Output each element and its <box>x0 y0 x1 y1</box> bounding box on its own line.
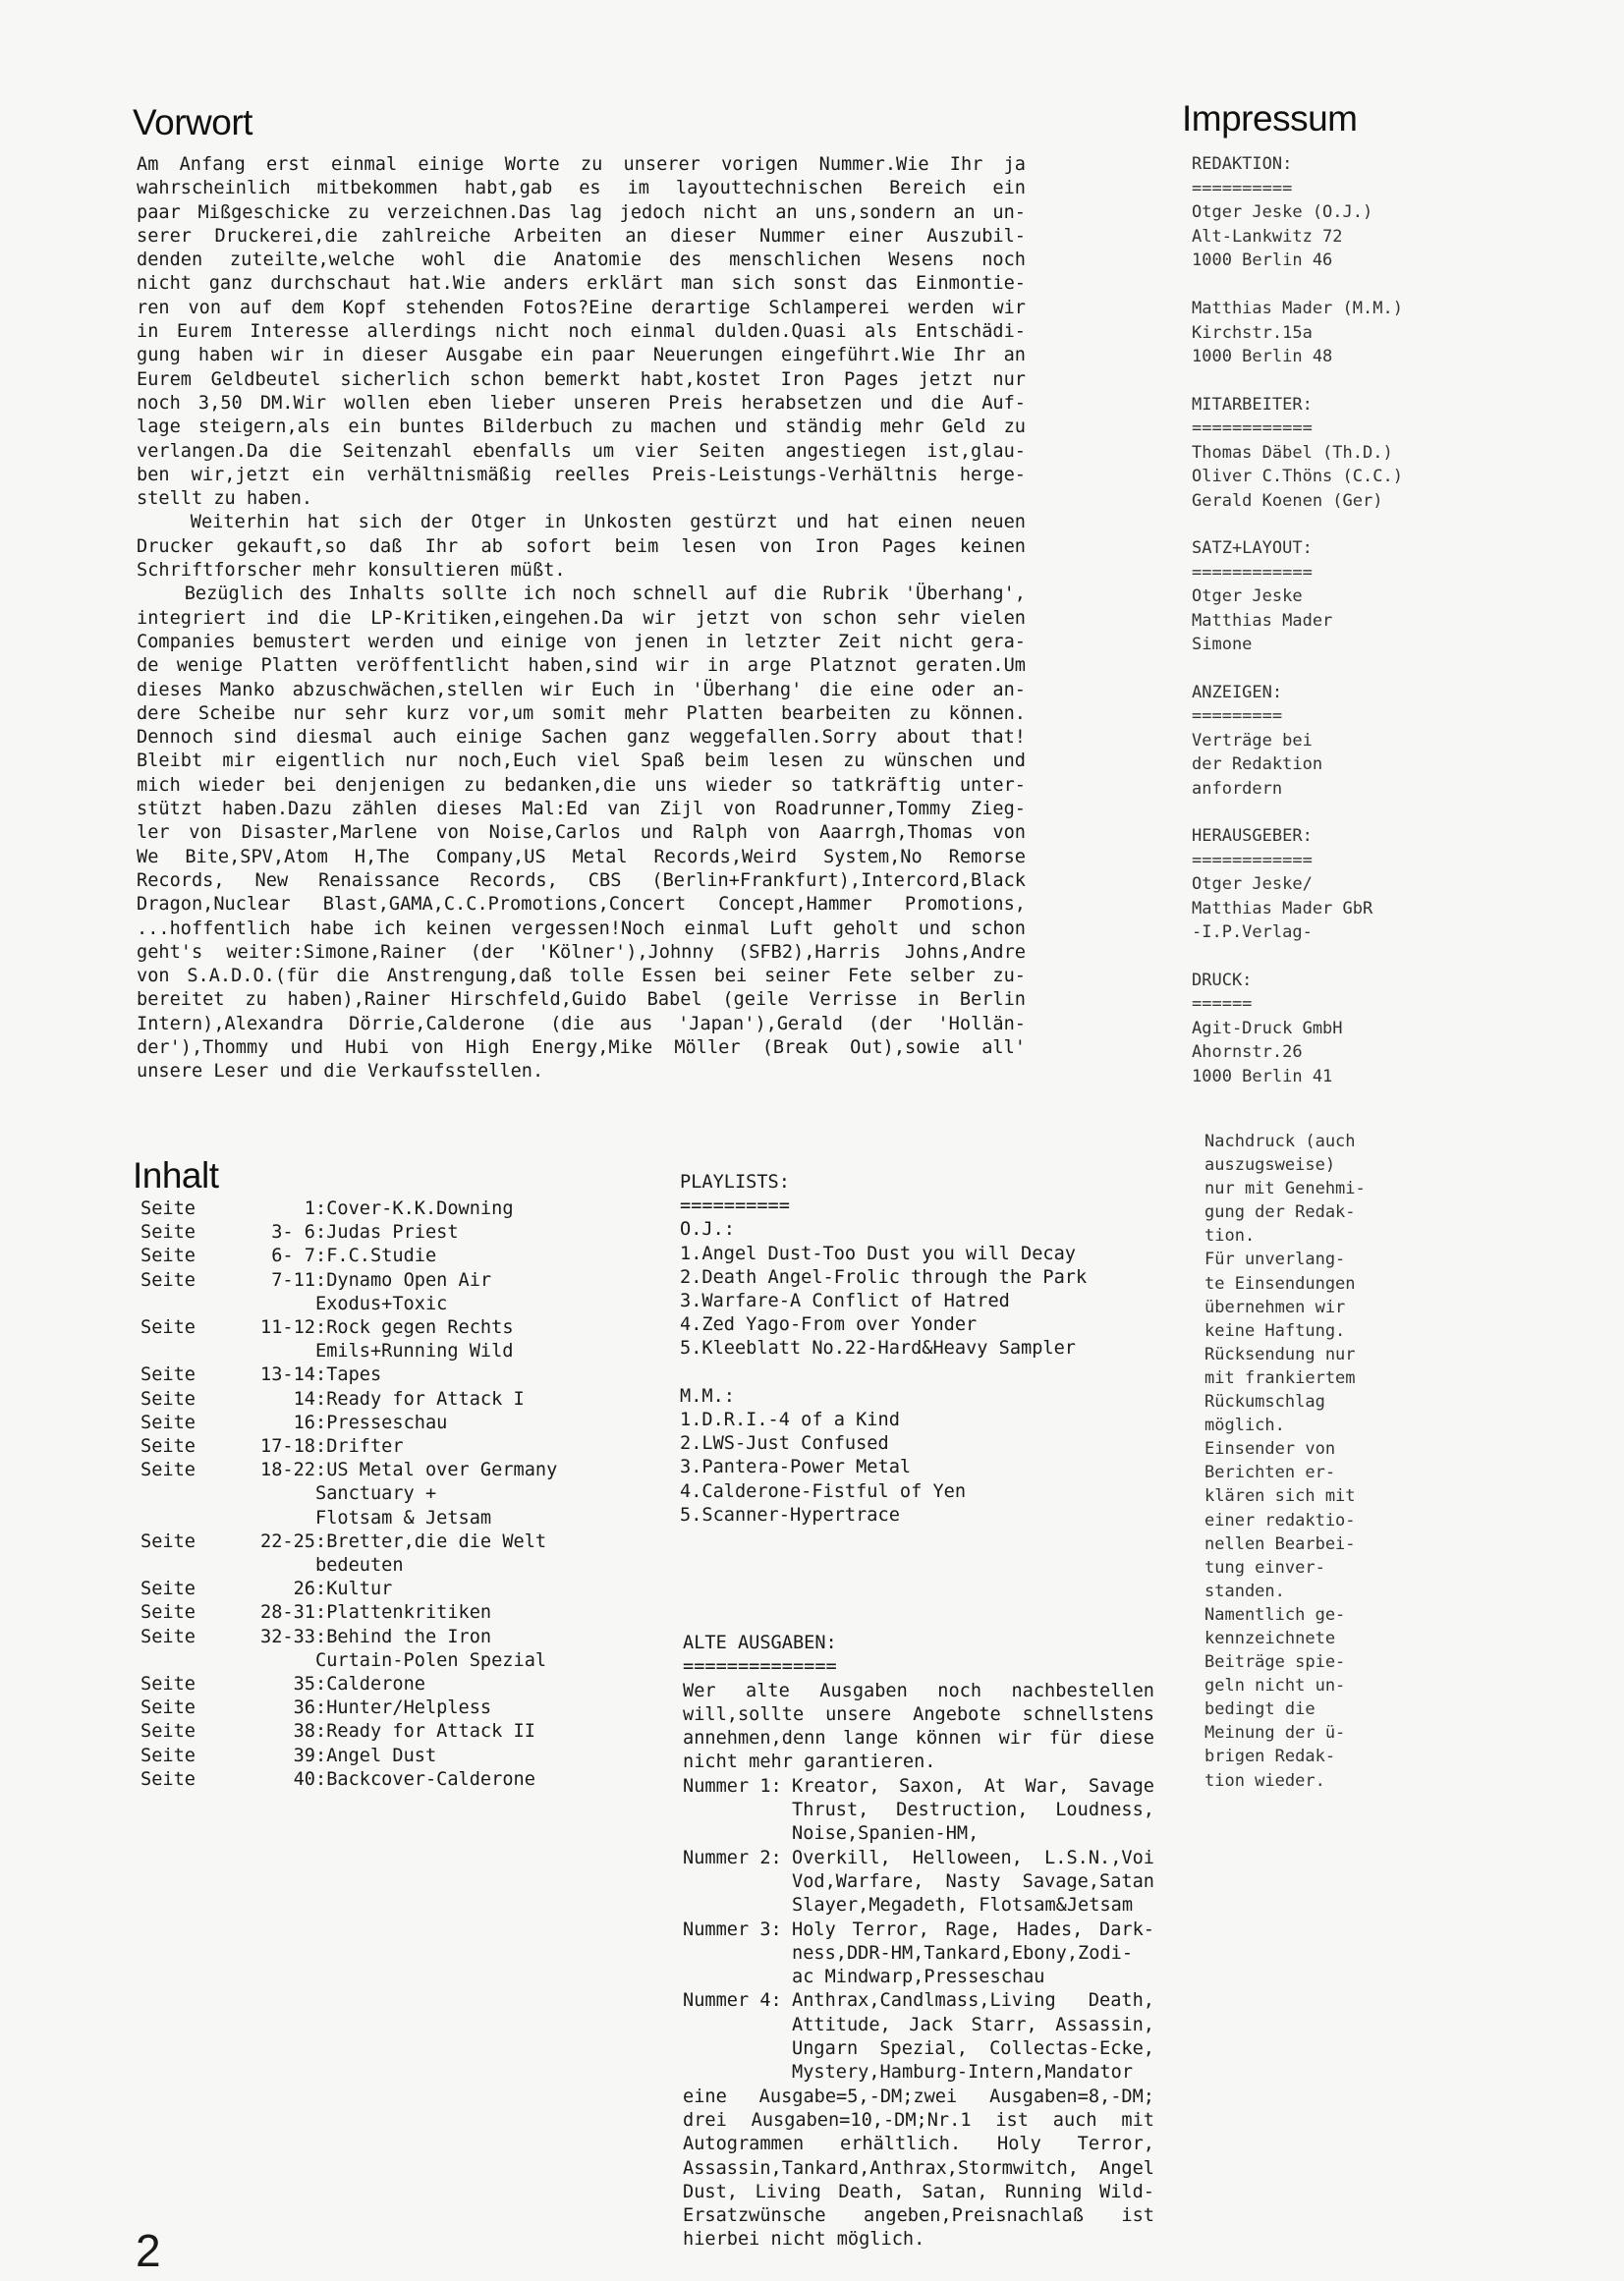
vorwort-line: unsere Leser und die Verkaufsstellen. <box>137 1061 544 1083</box>
vorwort-line: Dennoch sind diesmal auch einige Sachen ganz weggefallen.Sorry about that! <box>137 727 1026 749</box>
nachdruck-line: Namentlich ge- <box>1204 1604 1346 1625</box>
playlist-item: 2.LWS-Just Confused <box>680 1433 889 1455</box>
impressum-line: der Redaktion <box>1192 754 1323 774</box>
inhalt-title: Backcover-Calderone <box>326 1768 535 1790</box>
alte-issue-number: Nummer 4: <box>683 1990 782 2012</box>
alte-issue-number: Nummer 2: <box>683 1847 782 1868</box>
inhalt-entry <box>140 1697 557 1720</box>
impressum-line: anfordern <box>1192 778 1283 799</box>
vorwort-line: wahrscheinlich mitbekommen habt,gab es im layouttechnischen Bereich ein <box>137 178 1026 199</box>
inhalt-page-range: 13-14 <box>260 1364 315 1386</box>
impressum-rule: ====== <box>1192 994 1253 1014</box>
vorwort-line: de wenige Platten veröffentlicht haben,sind wir in arge Platznot geraten.Um <box>137 655 1026 677</box>
vorwort-line: nicht ganz durchschaut hat.Wie anders erklärt man sich sonst das Einmontie- <box>137 273 1026 295</box>
nachdruck-line: gung der Redak- <box>1204 1202 1356 1223</box>
vorwort-line: verlangen.Da die Seitenzahl ebenfalls um vier Seiten angestiegen ist,glau- <box>137 440 1026 462</box>
impressum-line <box>1192 273 1486 298</box>
nachdruck-line: nur mit Genehmi- <box>1204 1179 1366 1199</box>
vorwort-line: gung haben wir in dieser Ausgabe ein paar Neuerungen eingeführt.Wie Ihr an <box>137 345 1026 366</box>
vorwort-line: lage steigern,als ein buntes Bilderbuch zu machen und ständig mehr Geld zu <box>137 417 1026 438</box>
inhalt-entry <box>140 1245 557 1268</box>
nachdruck-line: übernehmen wir <box>1204 1297 1346 1317</box>
inhalt-page-range: 11-12 <box>260 1317 315 1339</box>
vorwort-line: Intern),Alexandra Dörrie,Calderone (die aus 'Japan'),Gerald (der 'Hollän- <box>137 1013 1026 1034</box>
inhalt-page-range: 26 <box>293 1579 315 1600</box>
vorwort-line: integriert ind die LP-Kritiken,eingehen.Da wir jetzt von schon sehr vielen <box>137 607 1026 629</box>
inhalt-title: Cover-K.K.Downing <box>326 1198 514 1219</box>
vorwort-line: ...hoffentlich habe ich keinen vergessen!Noch einmal Luft geholt und schon <box>137 918 1026 939</box>
inhalt-title: Tapes <box>326 1364 382 1386</box>
inhalt-seite: Seite <box>140 1626 196 1647</box>
playlist-item: 3.Pantera-Power Metal <box>680 1457 912 1478</box>
impressum-line: Gerald Koenen (Ger) <box>1192 490 1383 511</box>
inhalt-colon: : <box>315 1269 327 1291</box>
inhalt-entry <box>140 1388 557 1412</box>
inhalt-title: Kultur <box>326 1579 393 1600</box>
inhalt-title: Hunter/Helpless <box>326 1697 492 1719</box>
nachdruck-line: tion wieder. <box>1204 1770 1325 1791</box>
inhalt-colon: : <box>315 1721 327 1743</box>
impressum-spacer <box>1192 657 1486 681</box>
vorwort-line: Weiterhin hat sich der Otger in Unkosten gestürzt und hat einen neuen <box>137 512 1026 533</box>
vorwort-line: noch 3,50 DM.Wir wollen eben lieber unseren Preis herabsetzen und die Auf- <box>137 392 1026 414</box>
impressum-line: Agit-Druck GmbH <box>1192 1018 1343 1038</box>
impressum-line: Oliver C.Thöns (C.C.) <box>1192 467 1403 486</box>
inhalt-page-range: 28-31 <box>260 1602 315 1624</box>
impressum-line: Kirchstr.15a <box>1192 322 1313 343</box>
inhalt-colon: : <box>315 1436 327 1458</box>
nachdruck-notice <box>1204 1130 1366 1793</box>
playlist-item: 4.Zed Yago-From over Yonder <box>680 1314 978 1336</box>
nachdruck-line: Rücksendung nur <box>1204 1344 1356 1364</box>
playlist-owner: O.J.: <box>680 1219 735 1241</box>
impressum-line: Otger Jeske <box>1192 586 1303 606</box>
impressum-heading: Impressum <box>1182 98 1358 139</box>
playlist-owner: M.M.: <box>680 1385 735 1407</box>
inhalt-seite: Seite <box>140 1530 196 1552</box>
inhalt-title: Rock gegen Rechts <box>326 1317 514 1339</box>
inhalt-colon: : <box>315 1602 327 1624</box>
inhalt-entry <box>140 1412 557 1435</box>
impressum-spacer <box>1192 801 1486 824</box>
vorwort-line: ben wir,jetzt ein verhältnismäßig reelles Preis-Leistungs-Verhältnis herge- <box>137 464 1026 485</box>
inhalt-seite: Seite <box>140 1721 196 1743</box>
inhalt-page-range: 17-18 <box>260 1436 315 1458</box>
impressum-line: Matthias Mader <box>1192 610 1333 631</box>
vorwort-line: ler von Disaster,Marlene von Noise,Carlos und Ralph von Aaarrgh,Thomas von <box>137 822 1026 844</box>
impressum-line: Thomas Däbel (Th.D.) <box>1192 442 1393 463</box>
vorwort-line: in Eurem Interesse allerdings nicht noch einmal dulden.Quasi als Entschädi- <box>137 321 1026 343</box>
vorwort-heading: Vorwort <box>133 102 252 142</box>
nachdruck-line: kennzeichnete <box>1204 1628 1336 1648</box>
inhalt-page-range: 3- 6 <box>271 1222 315 1244</box>
inhalt-seite: Seite <box>140 1460 196 1481</box>
impressum-line: Verträge bei <box>1192 730 1313 751</box>
vorwort-line: Am Anfang erst einmal einige Worte zu unserer vorigen Nummer.Wie Ihr ja <box>137 154 1026 175</box>
playlist-item: 1.Angel Dust-Too Dust you will Decay <box>680 1243 1076 1264</box>
vorwort-line: Drucker gekauft,so daß Ihr ab sofort beim lesen von Iron Pages keinen <box>137 535 1026 557</box>
alte-intro: Wer alte Ausgaben noch nachbestellen will,sollte unsere Angebote schnellstens annehmen,denn lange können wir für diese nicht mehr garantieren. <box>683 1680 1154 1773</box>
inhalt-entry <box>140 1768 557 1792</box>
alte-issue-contents: Holy Terror, Rage, Hades, Dark-ness,DDR-HM,Tankard,Ebony,Zodi-ac Mindwarp,Presseschau <box>792 1919 1154 1988</box>
impressum-line: Simone <box>1192 635 1253 654</box>
inhalt-seite: Seite <box>140 1317 196 1339</box>
impressum-line: 1000 Berlin 41 <box>1192 1066 1333 1086</box>
inhalt-title: US Metal over Germany <box>326 1460 558 1481</box>
vorwort-line: Companies bemustert werden und einige von jenen in letzter Zeit nicht gera- <box>137 631 1026 652</box>
inhalt-seite: Seite <box>140 1602 196 1624</box>
vorwort-line: dere Scheibe nur sehr kurz vor,um somit mehr Platten bearbeiten zu können. <box>137 702 1026 724</box>
nachdruck-line: brigen Redak- <box>1204 1747 1336 1767</box>
playlist-item: 5.Kleeblatt No.22-Hard&Heavy Sampler <box>680 1338 1076 1360</box>
vorwort-line: Eurem Geldbeutel sicherlich schon bemerkt habt,kostet Iron Pages jetzt nur <box>137 368 1026 390</box>
vorwort-line: Bezüglich des Inhalts sollte ich noch schnell auf die Rubrik 'Überhang', <box>137 584 1026 605</box>
alte-issue-number: Nummer 3: <box>683 1919 782 1940</box>
vorwort-line: geht's weiter:Simone,Rainer (der 'Kölner'),Johnny (SFB2),Harris Johns,Andre <box>137 941 1026 963</box>
nachdruck-line: auszugsweise) <box>1204 1155 1336 1176</box>
vorwort-line: Schriftforscher mehr konsultieren müßt. <box>137 560 566 582</box>
inhalt-page-range: 22-25 <box>260 1530 315 1552</box>
vorwort-line: ren von auf dem Kopf stehenden Fotos?Eine derartige Schlamperei werden wir <box>137 297 1026 318</box>
vorwort-line: Bleibt mir eigentlich nur noch,Euch viel Spaß beim lesen zu wünschen und <box>137 751 1026 772</box>
inhalt-seite: Seite <box>140 1745 196 1766</box>
playlists-spacer <box>680 1362 1087 1385</box>
alte-issue <box>683 1847 1154 1919</box>
nachdruck-line: möglich. <box>1204 1416 1285 1436</box>
impressum-line: Otger Jeske/ <box>1192 874 1313 894</box>
vorwort-line: serer Druckerei,die zahlreiche Arbeiten an dieser Nummer einer Auszubil- <box>137 225 1026 247</box>
vorwort-line: von S.A.D.O.(für die Anstrengung,daß tolle Essen bei seiner Fete selber zu- <box>137 966 1026 987</box>
inhalt-colon: : <box>315 1364 327 1386</box>
nachdruck-line: te Einsendungen <box>1204 1273 1356 1294</box>
nachdruck-line: Meinung der ü- <box>1204 1723 1346 1744</box>
inhalt-title: Drifter <box>326 1436 404 1458</box>
inhalt-seite: Seite <box>140 1768 196 1790</box>
impressum-spacer <box>1192 513 1486 536</box>
vorwort-line: der'),Thommy und Hubi von High Energy,Mike Möller (Break Out),sowie all' <box>137 1036 1026 1058</box>
inhalt-colon: : <box>315 1530 327 1552</box>
inhalt-title: Ready for Attack I <box>326 1388 525 1410</box>
inhalt-colon: : <box>315 1460 327 1481</box>
playlist-item: 3.Warfare-A Conflict of Hatred <box>680 1291 1010 1312</box>
inhalt-page-range: 18-22 <box>260 1460 315 1481</box>
inhalt-colon: : <box>315 1697 327 1719</box>
inhalt-page-range: 14 <box>293 1388 315 1410</box>
vorwort-line: Records, New Renaissance Records, CBS (Berlin+Frankfurt),Intercord,Black <box>137 869 1026 891</box>
inhalt-title: Behind the Iron <box>326 1626 492 1647</box>
inhalt-colon: : <box>315 1246 327 1267</box>
alte-rule: ============== <box>683 1656 837 1678</box>
inhalt-entry <box>140 1601 557 1625</box>
alte-issue-contents: Anthrax,Candlmass,Living Death, Attitude, Jack Starr, Assassin, Ungarn Spezial, Collectas-Ecke, Mystery,Hamburg-Intern,Mandator <box>792 1990 1154 2084</box>
inhalt-title-cont: Flotsam & Jetsam <box>315 1507 492 1529</box>
impressum-line: Ahornstr.26 <box>1192 1042 1303 1062</box>
playlists-rule: ========== <box>680 1196 790 1217</box>
inhalt-colon: : <box>315 1388 327 1410</box>
inhalt-title: Calderone <box>326 1674 425 1696</box>
inhalt-entry <box>140 1197 557 1221</box>
inhalt-page-range: 36 <box>293 1697 315 1719</box>
impressum-line: -I.P.Verlag- <box>1192 922 1313 942</box>
inhalt-colon: : <box>315 1317 327 1339</box>
impressum-rule: ========= <box>1192 706 1283 726</box>
playlist-item: 1.D.R.I.-4 of a Kind <box>680 1410 900 1431</box>
inhalt-seite: Seite <box>140 1246 196 1267</box>
inhalt-entry <box>140 1459 557 1482</box>
vorwort-line: Dragon,Nuclear Blast,GAMA,C.C.Promotions,Concert Concept,Hammer Promotions, <box>137 894 1026 916</box>
nachdruck-line: Rückumschlag <box>1204 1392 1325 1413</box>
inhalt-title: F.C.Studie <box>326 1246 437 1267</box>
inhalt-colon: : <box>315 1579 327 1600</box>
alte-issue-contents: Kreator, Saxon, At War, Savage Thrust, Destruction, Loudness, Noise,Spanien-HM, <box>792 1775 1154 1845</box>
impressum-label: DRUCK: <box>1192 970 1253 990</box>
inhalt-entry <box>140 1269 557 1293</box>
impressum-rule: ============ <box>1192 418 1313 438</box>
alte-issue-number: Nummer 1: <box>683 1775 782 1797</box>
nachdruck-line: klären sich mit <box>1204 1486 1356 1507</box>
inhalt-entry <box>140 1626 557 1649</box>
inhalt-list <box>140 1197 557 1792</box>
inhalt-page-range: 40 <box>293 1768 315 1790</box>
inhalt-page-range: 39 <box>293 1745 315 1766</box>
inhalt-colon: : <box>315 1768 327 1790</box>
inhalt-page-range: 35 <box>293 1674 315 1696</box>
vorwort-line: bereitet zu haben),Rainer Hirschfeld,Guido Babel (geile Verrisse in Berlin <box>137 989 1026 1011</box>
playlists-label: PLAYLISTS: <box>680 1172 790 1193</box>
nachdruck-line: standen. <box>1204 1581 1285 1601</box>
alte-outro: eine Ausgabe=5,-DM;zwei Ausgaben=8,-DM; drei Ausgaben=10,-DM;Nr.1 ist auch mit Autogrammen erhältlich. Holy Terror, Assassin,Tankard,Anthrax,Stormwitch, Angel Dust, Living Death, Satan, Running Wild-Ersatzwünsche angeben,Preisnachlaß ist hierbei nicht möglich. <box>683 2086 1154 2251</box>
inhalt-seite: Seite <box>140 1222 196 1244</box>
inhalt-seite: Seite <box>140 1436 196 1458</box>
vorwort-line: stützt haben.Dazu zählen dieses Mal:Ed van Zijl von Roadrunner,Tommy Zieg- <box>137 799 1026 820</box>
nachdruck-line: Berichten er- <box>1204 1463 1336 1483</box>
alte-issue-contents: Overkill, Helloween, L.S.N.,Voi Vod,Warfare, Nasty Savage,Satan Slayer,Megadeth, Flotsam&Jetsam <box>792 1847 1154 1917</box>
nachdruck-line: bedingt die <box>1204 1699 1316 1720</box>
inhalt-title: Dynamo Open Air <box>326 1269 492 1291</box>
playlist-item: 4.Calderone-Fistful of Yen <box>680 1480 967 1502</box>
inhalt-title: Presseschau <box>326 1412 448 1433</box>
impressum-label: REDAKTION: <box>1192 154 1293 174</box>
inhalt-colon: : <box>315 1222 327 1244</box>
nachdruck-line: keine Haftung. <box>1204 1320 1346 1341</box>
inhalt-title: Bretter,die die Welt <box>326 1530 547 1552</box>
impressum-line: 1000 Berlin 46 <box>1192 250 1333 270</box>
impressum-line: Otger Jeske (O.J.) <box>1192 202 1373 222</box>
impressum-line: Alt-Lankwitz 72 <box>1192 226 1343 247</box>
inhalt-page-range: 32-33 <box>260 1626 315 1647</box>
impressum-line: 1000 Berlin 48 <box>1192 347 1333 366</box>
alte-issue <box>683 1919 1154 1990</box>
inhalt-seite: Seite <box>140 1388 196 1410</box>
inhalt-colon: : <box>315 1626 327 1647</box>
impressum-rule: ============ <box>1192 562 1313 583</box>
inhalt-title-cont: Sanctuary + <box>315 1483 437 1505</box>
inhalt-title-cont: bedeuten <box>315 1555 404 1577</box>
nachdruck-line: geln nicht un- <box>1204 1676 1346 1697</box>
inhalt-title-cont: Curtain-Polen Spezial <box>315 1649 547 1671</box>
playlists <box>680 1171 1087 1528</box>
inhalt-title: Angel Dust <box>326 1745 437 1766</box>
vorwort-line: paar Mißgeschicke zu verzeichnen.Das lag jedoch nicht an uns,sondern an un- <box>137 201 1026 223</box>
alte-issue <box>683 1775 1154 1847</box>
inhalt-title-cont: Exodus+Toxic <box>315 1293 448 1314</box>
inhalt-seite: Seite <box>140 1198 196 1219</box>
nachdruck-line: nellen Bearbei- <box>1204 1533 1356 1554</box>
nachdruck-line: einer redaktio- <box>1204 1510 1356 1530</box>
impressum-rule: ============ <box>1192 850 1313 870</box>
inhalt-entry <box>140 1673 557 1697</box>
inhalt-title-cont: Emils+Running Wild <box>315 1341 514 1363</box>
nachdruck-line: mit frankiertem <box>1204 1367 1356 1388</box>
nachdruck-line: Nachdruck (auch <box>1204 1132 1356 1151</box>
inhalt-seite: Seite <box>140 1674 196 1696</box>
impressum-spacer <box>1192 369 1486 393</box>
nachdruck-line: Einsender von <box>1204 1439 1336 1460</box>
inhalt-title: Plattenkritiken <box>326 1602 492 1624</box>
alte-ausgaben <box>683 1632 1154 2253</box>
inhalt-colon: : <box>315 1674 327 1696</box>
inhalt-seite: Seite <box>140 1269 196 1291</box>
alte-label: ALTE AUSGABEN: <box>683 1633 837 1653</box>
inhalt-seite: Seite <box>140 1697 196 1719</box>
inhalt-page-range: 16 <box>293 1412 315 1433</box>
alte-issue <box>683 1989 1154 2085</box>
inhalt-entry <box>140 1720 557 1744</box>
inhalt-seite: Seite <box>140 1364 196 1386</box>
vorwort-body <box>137 153 1026 1085</box>
inhalt-page-range: 6- 7 <box>271 1246 315 1267</box>
impressum-rule: ========== <box>1192 178 1293 198</box>
nachdruck-line: tion. <box>1204 1226 1256 1247</box>
impressum-label: MITARBEITER: <box>1192 394 1313 415</box>
inhalt-title: Ready for Attack II <box>326 1721 535 1743</box>
inhalt-page-range: 38 <box>293 1721 315 1743</box>
inhalt-colon: : <box>315 1412 327 1433</box>
inhalt-colon: : <box>315 1198 327 1219</box>
page-number: 2 <box>136 2225 161 2276</box>
inhalt-entry <box>140 1745 557 1768</box>
impressum-label: ANZEIGEN: <box>1192 682 1283 702</box>
nachdruck-line: Beiträge spie- <box>1204 1652 1346 1673</box>
vorwort-line: mich wieder bei denjenigen zu bedanken,die uns wieder so tatkräftig unter- <box>137 774 1026 796</box>
impressum-label: SATZ+LAYOUT: <box>1192 538 1313 558</box>
inhalt-page-range: 1 <box>304 1198 315 1219</box>
vorwort-line: dieses Manko abzuschwächen,stellen wir Euch in 'Überhang' die eine oder an- <box>137 679 1026 700</box>
inhalt-entry <box>140 1578 557 1601</box>
inhalt-page-range: 7-11 <box>271 1269 315 1291</box>
inhalt-colon: : <box>315 1745 327 1766</box>
vorwort-line: denden zuteilte,welche wohl die Anatomie des menschlichen Wesens noch <box>137 250 1026 271</box>
nachdruck-line: tung einver- <box>1204 1557 1325 1578</box>
inhalt-heading: Inhalt <box>133 1155 219 1196</box>
impressum-label: HERAUSGEBER: <box>1192 826 1313 846</box>
inhalt-entry <box>140 1221 557 1245</box>
inhalt-entry <box>140 1316 557 1340</box>
impressum-body <box>1192 152 1486 1088</box>
impressum-line: Matthias Mader GbR <box>1192 898 1373 918</box>
inhalt-seite: Seite <box>140 1412 196 1433</box>
nachdruck-line: Für unverlang- <box>1204 1250 1346 1270</box>
inhalt-seite: Seite <box>140 1579 196 1600</box>
vorwort-line: stellt zu haben. <box>137 488 313 510</box>
inhalt-entry <box>140 1435 557 1459</box>
impressum-line: Matthias Mader (M.M.) <box>1192 299 1403 318</box>
impressum-spacer <box>1192 945 1486 969</box>
playlist-item: 2.Death Angel-Frolic through the Park <box>680 1266 1088 1288</box>
inhalt-entry <box>140 1363 557 1387</box>
vorwort-line: We Bite,SPV,Atom H,The Company,US Metal Records,Weird System,No Remorse <box>137 846 1026 867</box>
playlist-item: 5.Scanner-Hypertrace <box>680 1504 900 1526</box>
inhalt-title: Judas Priest <box>326 1222 459 1244</box>
inhalt-entry <box>140 1530 557 1554</box>
